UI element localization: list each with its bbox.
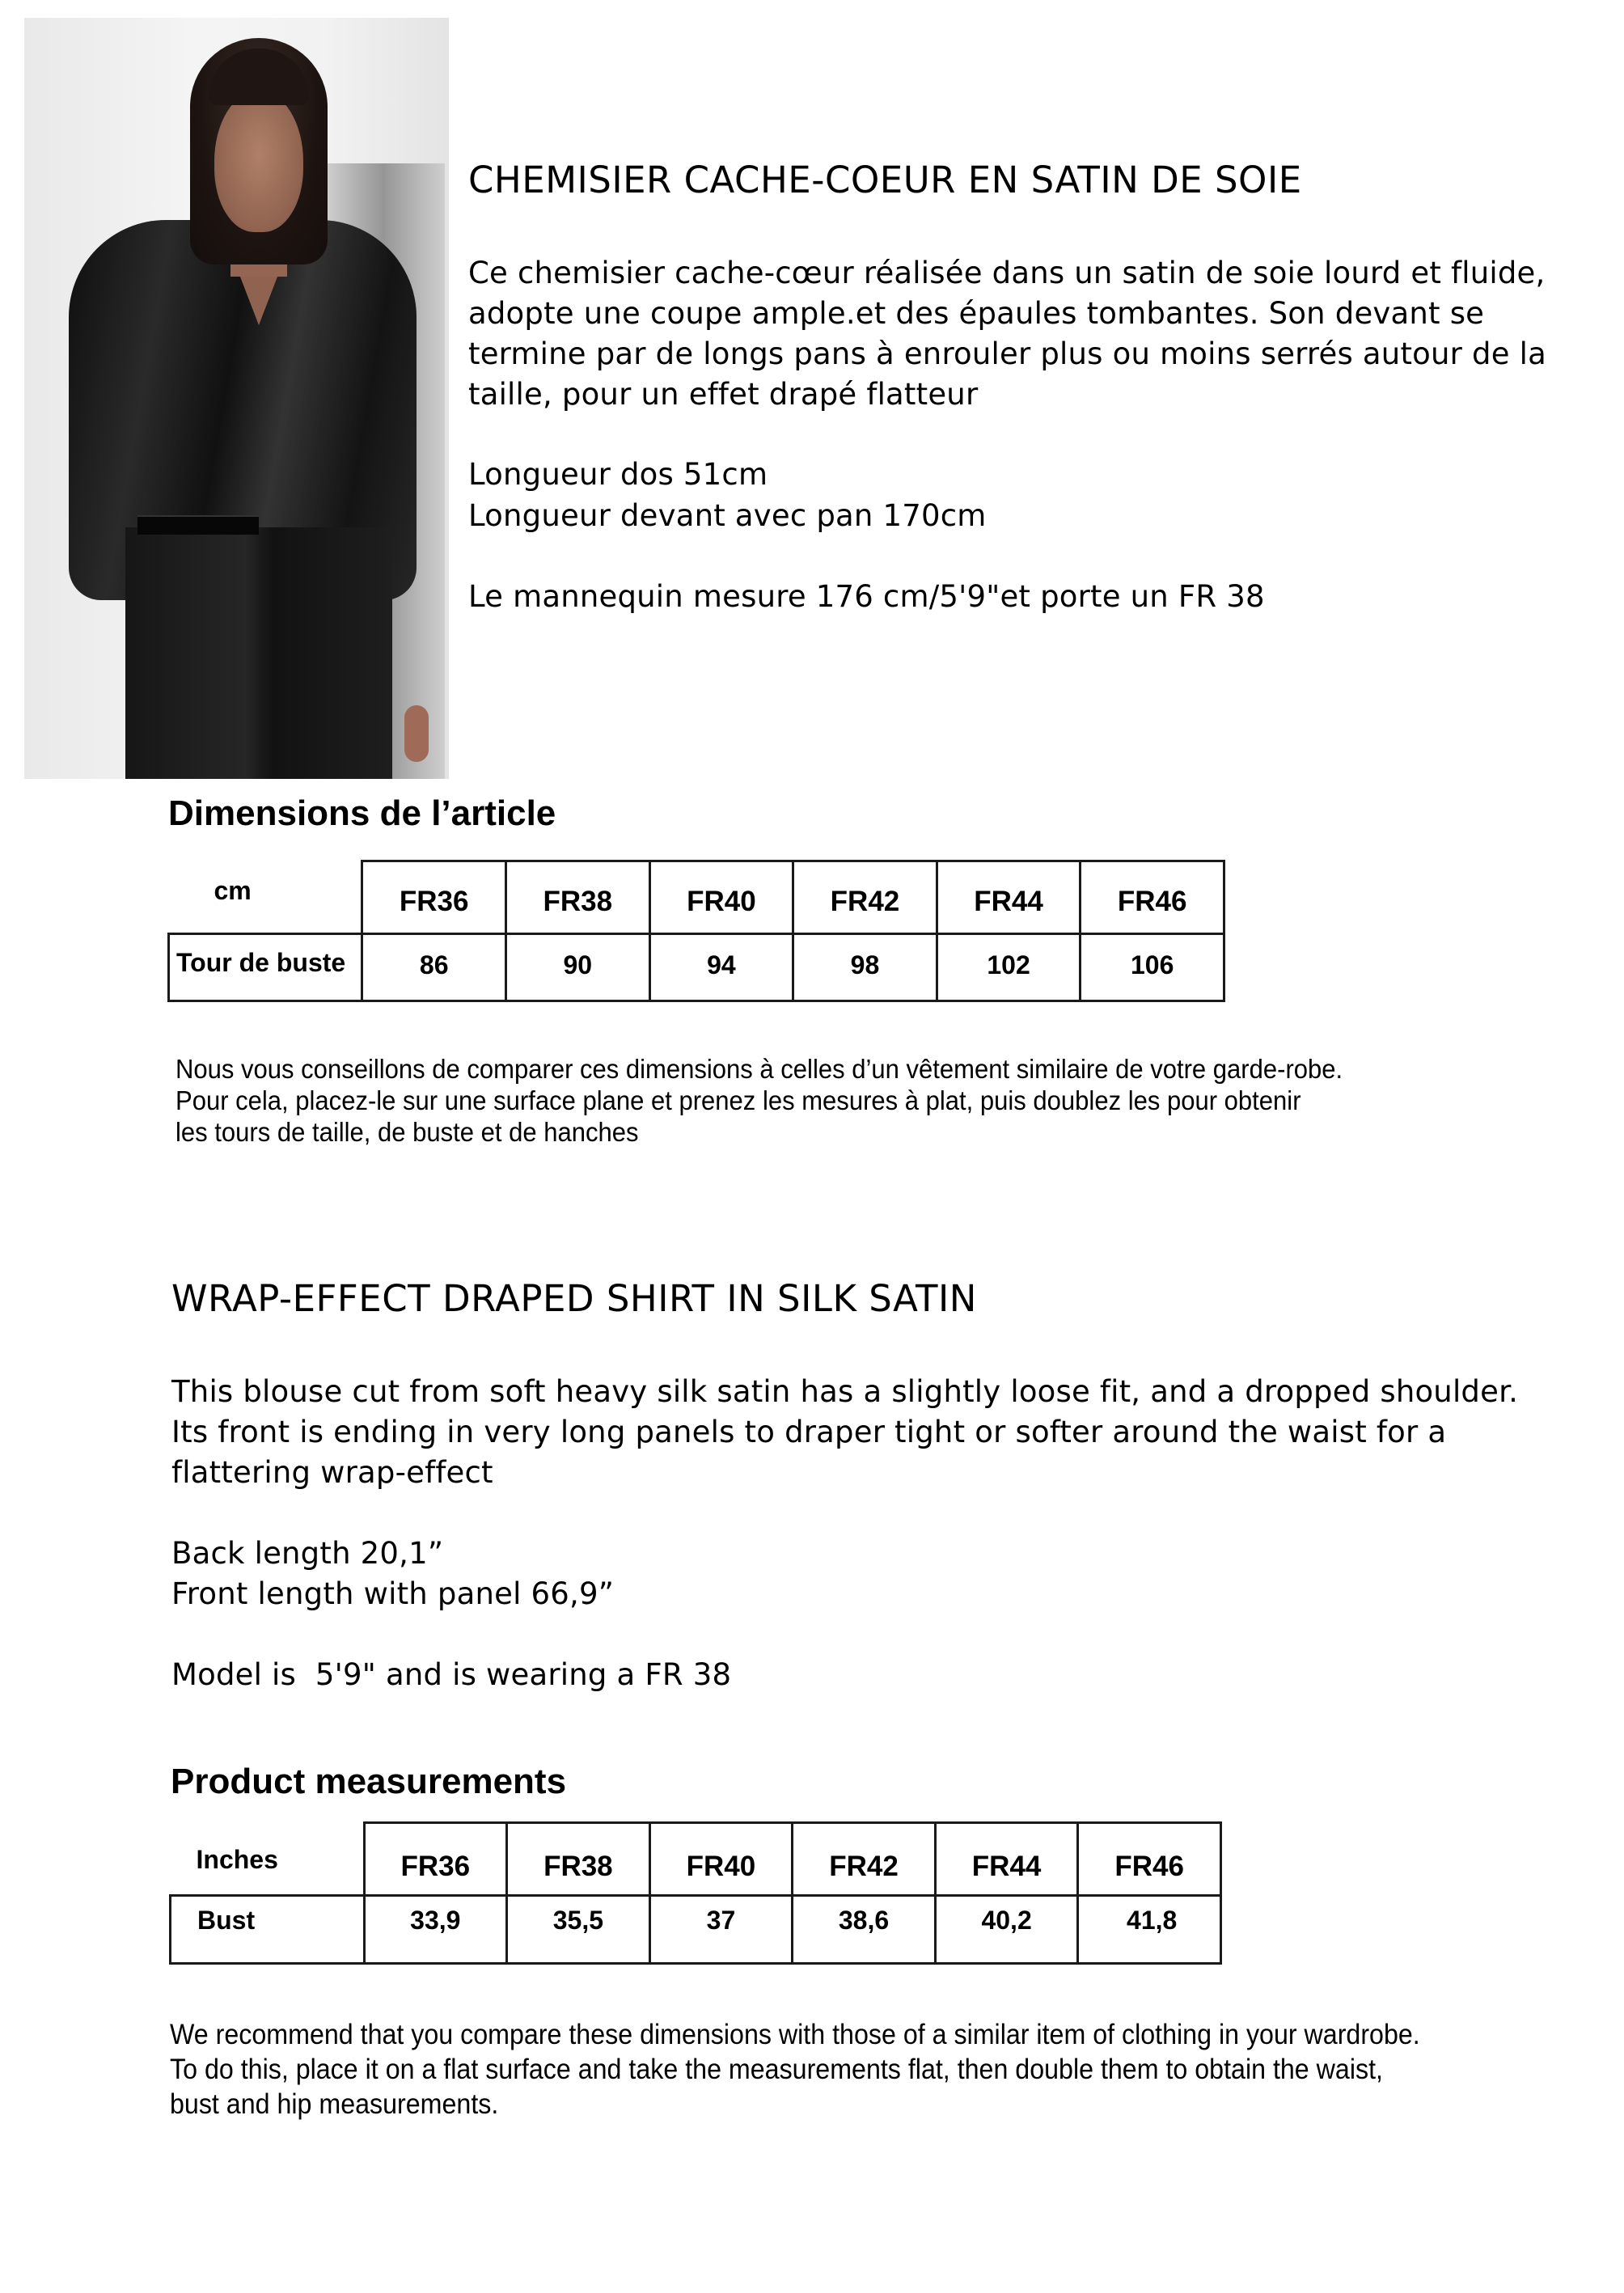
product-photo <box>24 18 449 779</box>
model-info-fr: Le mannequin mesure 176 cm/5'9"et porte un FR 38 <box>468 579 1265 614</box>
unit-label: cm <box>169 861 362 934</box>
description-line: taille, pour un effet drapé flatteur <box>468 377 979 412</box>
row-label: Tour de buste <box>169 934 362 1001</box>
measurement-note-fr <box>176 1053 1343 1148</box>
photo-trousers <box>125 527 392 779</box>
description-en <box>171 1372 1518 1493</box>
size-header: FR46 <box>1081 861 1224 934</box>
table-cell: 86 <box>362 934 506 1001</box>
size-header: FR42 <box>793 861 937 934</box>
description-line: Ce chemisier cache-cœur réalisée dans un satin de soie lourd et fluide, <box>468 256 1546 290</box>
size-header: FR46 <box>1078 1823 1221 1896</box>
size-header: FR44 <box>935 1823 1078 1896</box>
description-line: This blouse cut from soft heavy silk satin has a slightly loose fit, and a dropped shoulder. <box>171 1374 1519 1409</box>
table-cell: 37 <box>649 1896 793 1964</box>
table-header-row <box>169 861 1224 934</box>
size-header: FR36 <box>364 1823 507 1896</box>
photo-hand <box>404 705 429 762</box>
size-header: FR38 <box>505 861 649 934</box>
unit-label: Inches <box>171 1823 365 1896</box>
size-table-fr <box>167 860 1225 1002</box>
product-title-en: WRAP-EFFECT DRAPED SHIRT IN SILK SATIN <box>171 1277 977 1320</box>
table-cell: 38,6 <box>793 1896 936 1964</box>
description-line: flattering wrap-effect <box>171 1455 493 1490</box>
size-header: FR40 <box>649 861 793 934</box>
measurement-note-en <box>170 2017 1420 2122</box>
note-line: We recommend that you compare these dimensions with those of a similar item of clothing in your wardrobe. <box>170 2019 1420 2050</box>
table-cell: 94 <box>649 934 793 1001</box>
back-length-en: Back length 20,1” <box>171 1536 444 1571</box>
table-cell: 102 <box>937 934 1081 1001</box>
description-line: adopte une coupe ample.et des épaules tombantes. Son devant se <box>468 296 1485 331</box>
row-label: Bust <box>171 1896 365 1964</box>
dimensions-heading-fr: Dimensions de l’article <box>168 793 556 833</box>
description-fr <box>468 253 1546 415</box>
description-line: Its front is ending in very long panels to draper tight or softer around the waist for a <box>171 1415 1447 1449</box>
table-cell: 40,2 <box>935 1896 1078 1964</box>
table-cell: 41,8 <box>1078 1896 1221 1964</box>
table-cell: 90 <box>505 934 649 1001</box>
table-header-row <box>171 1823 1221 1896</box>
description-line: termine par de longs pans à enrouler plus ou moins serrés autour de la <box>468 336 1546 371</box>
measurements-heading-en: Product measurements <box>171 1762 567 1801</box>
size-header: FR42 <box>793 1823 936 1896</box>
model-info-en: Model is 5'9" and is wearing a FR 38 <box>171 1657 732 1692</box>
front-length-en: Front length with panel 66,9” <box>171 1576 615 1611</box>
note-line: To do this, place it on a flat surface and take the measurements flat, then double them to obtain the waist, <box>170 2054 1383 2085</box>
front-length-fr: Longueur devant avec pan 170cm <box>468 498 987 533</box>
note-line: Nous vous conseillons de comparer ces dimensions à celles d’un vêtement similaire de votre garde-robe. <box>176 1054 1343 1084</box>
table-cell: 35,5 <box>507 1896 650 1964</box>
size-header: FR38 <box>507 1823 650 1896</box>
photo-belt <box>137 515 259 535</box>
table-cell: 33,9 <box>364 1896 507 1964</box>
table-row <box>169 934 1224 1001</box>
note-line: bust and hip measurements. <box>170 2088 499 2120</box>
size-table-en <box>169 1821 1222 1965</box>
size-header: FR40 <box>649 1823 793 1896</box>
note-line: les tours de taille, de buste et de hanches <box>176 1117 639 1147</box>
size-header: FR36 <box>362 861 506 934</box>
size-header: FR44 <box>937 861 1081 934</box>
back-length-fr: Longueur dos 51cm <box>468 457 768 492</box>
photo-face <box>214 91 303 232</box>
note-line: Pour cela, placez-le sur une surface plane et prenez les mesures à plat, puis doublez les pour obtenir <box>176 1085 1301 1115</box>
table-cell: 98 <box>793 934 937 1001</box>
table-cell: 106 <box>1081 934 1224 1001</box>
table-row <box>171 1896 1221 1964</box>
product-title-fr: CHEMISIER CACHE-COEUR EN SATIN DE SOIE <box>468 159 1302 201</box>
